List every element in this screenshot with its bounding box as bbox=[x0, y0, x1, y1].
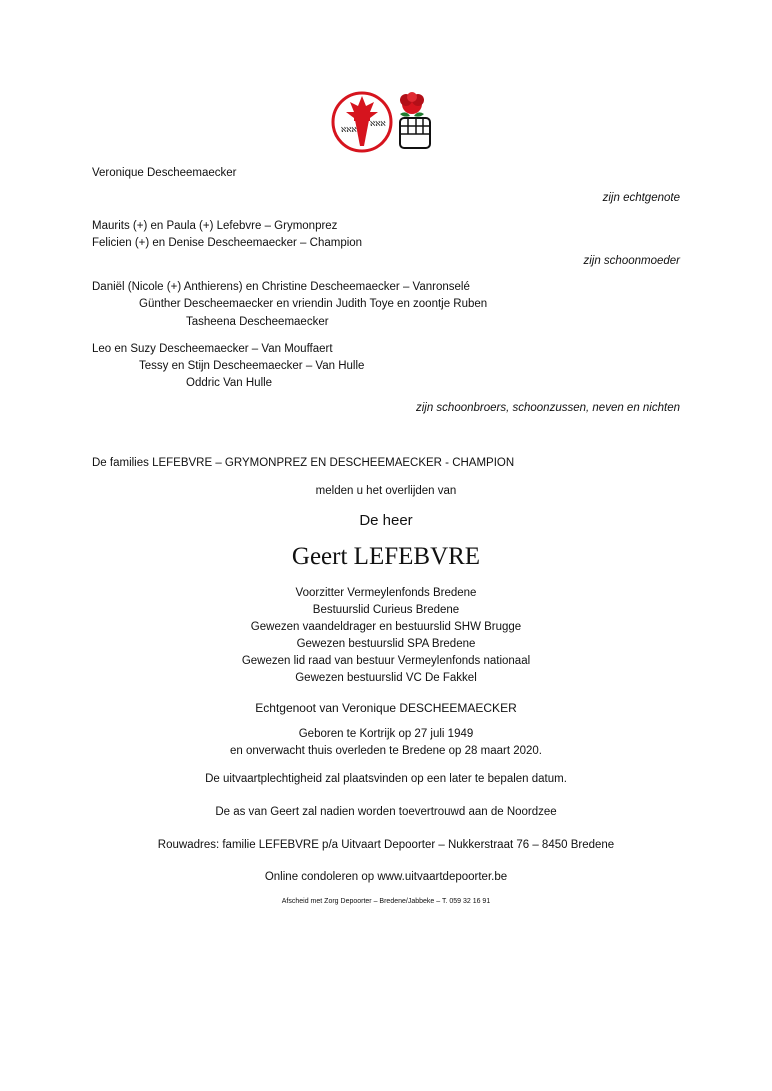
function-line: Gewezen lid raad van bestuur Vermeylenfonds nationaal bbox=[241, 655, 531, 667]
deceased-title: De heer bbox=[359, 512, 413, 529]
family-group2-role: zijn schoonbroers, schoonzussen, neven en nichten bbox=[415, 402, 680, 414]
announcement-intro: melden u het overlijden van bbox=[315, 485, 457, 497]
condolences-line: Online condoleren op www.uitvaartdepoorter.be bbox=[264, 871, 508, 883]
function-line: Bestuurslid Curieus Bredene bbox=[312, 604, 460, 616]
footer-line: Afscheid met Zorg Depoorter – Bredene/Jabbeke – T. 059 32 16 91 bbox=[281, 898, 491, 905]
ceremony-line: De uitvaartplechtigheid zal plaatsvinden op een later te bepalen datum. bbox=[205, 773, 567, 785]
wife-role: zijn echtgenote bbox=[602, 192, 680, 204]
death-line: en onverwacht thuis overleden te Bredene op 28 maart 2020. bbox=[230, 745, 542, 757]
parents-in-law-role: zijn schoonmoeder bbox=[583, 255, 680, 267]
function-line: Voorzitter Vermeylenfonds Bredene bbox=[295, 587, 477, 599]
family-group2-line-3: Oddric Van Hulle bbox=[186, 377, 273, 389]
families-line: De families LEFEBVRE – GRYMONPREZ EN DESCHEEMAECKER - CHAMPION bbox=[92, 457, 515, 469]
svg-text:ℵℵℵ: ℵℵℵ bbox=[370, 120, 386, 128]
family-group2-line-2: Tessy en Stijn Descheemaecker – Van Hulle bbox=[139, 360, 365, 372]
wife-name: Veronique Descheemaecker bbox=[92, 167, 237, 179]
fist-rose-icon bbox=[400, 92, 430, 148]
ashes-line: De as van Geert zal nadien worden toevertrouwd aan de Noordzee bbox=[215, 806, 557, 818]
function-line: Gewezen bestuurslid VC De Fakkel bbox=[295, 672, 477, 684]
birth-line: Geboren te Kortrijk op 27 juli 1949 bbox=[298, 728, 474, 740]
family-group1-line-2: Günther Descheemaecker en vriendin Judith Toye en zoontje Ruben bbox=[139, 298, 488, 310]
deceased-name: Geert LEFEBVRE bbox=[291, 543, 481, 570]
torch-emblem-icon bbox=[333, 93, 391, 151]
family-group1-line-1: Daniël (Nicole (+) Anthierens) en Christine Descheemaecker – Vanronselé bbox=[92, 281, 470, 293]
family-group1-line-3: Tasheena Descheemaecker bbox=[186, 316, 329, 328]
function-line: Gewezen vaandeldrager en bestuurslid SHW Brugge bbox=[250, 621, 522, 633]
address-line: Rouwadres: familie LEFEBVRE p/a Uitvaart Depoorter – Nukkerstraat 76 – 8450 Bredene bbox=[157, 839, 615, 851]
parents-in-law-line-1: Maurits (+) en Paula (+) Lefebvre – Grymonprez bbox=[92, 220, 338, 232]
parents-in-law-line-2: Felicien (+) en Denise Descheemaecker – Champion bbox=[92, 237, 363, 249]
logo-group bbox=[330, 88, 442, 156]
svg-text:ℵℵℵ: ℵℵℵ bbox=[341, 126, 357, 134]
spouse-line: Echtgenoot van Veronique DESCHEEMAECKER bbox=[255, 701, 517, 715]
function-line: Gewezen bestuurslid SPA Bredene bbox=[296, 638, 476, 650]
family-group2-line-1: Leo en Suzy Descheemaecker – Van Mouffaert bbox=[92, 343, 333, 355]
